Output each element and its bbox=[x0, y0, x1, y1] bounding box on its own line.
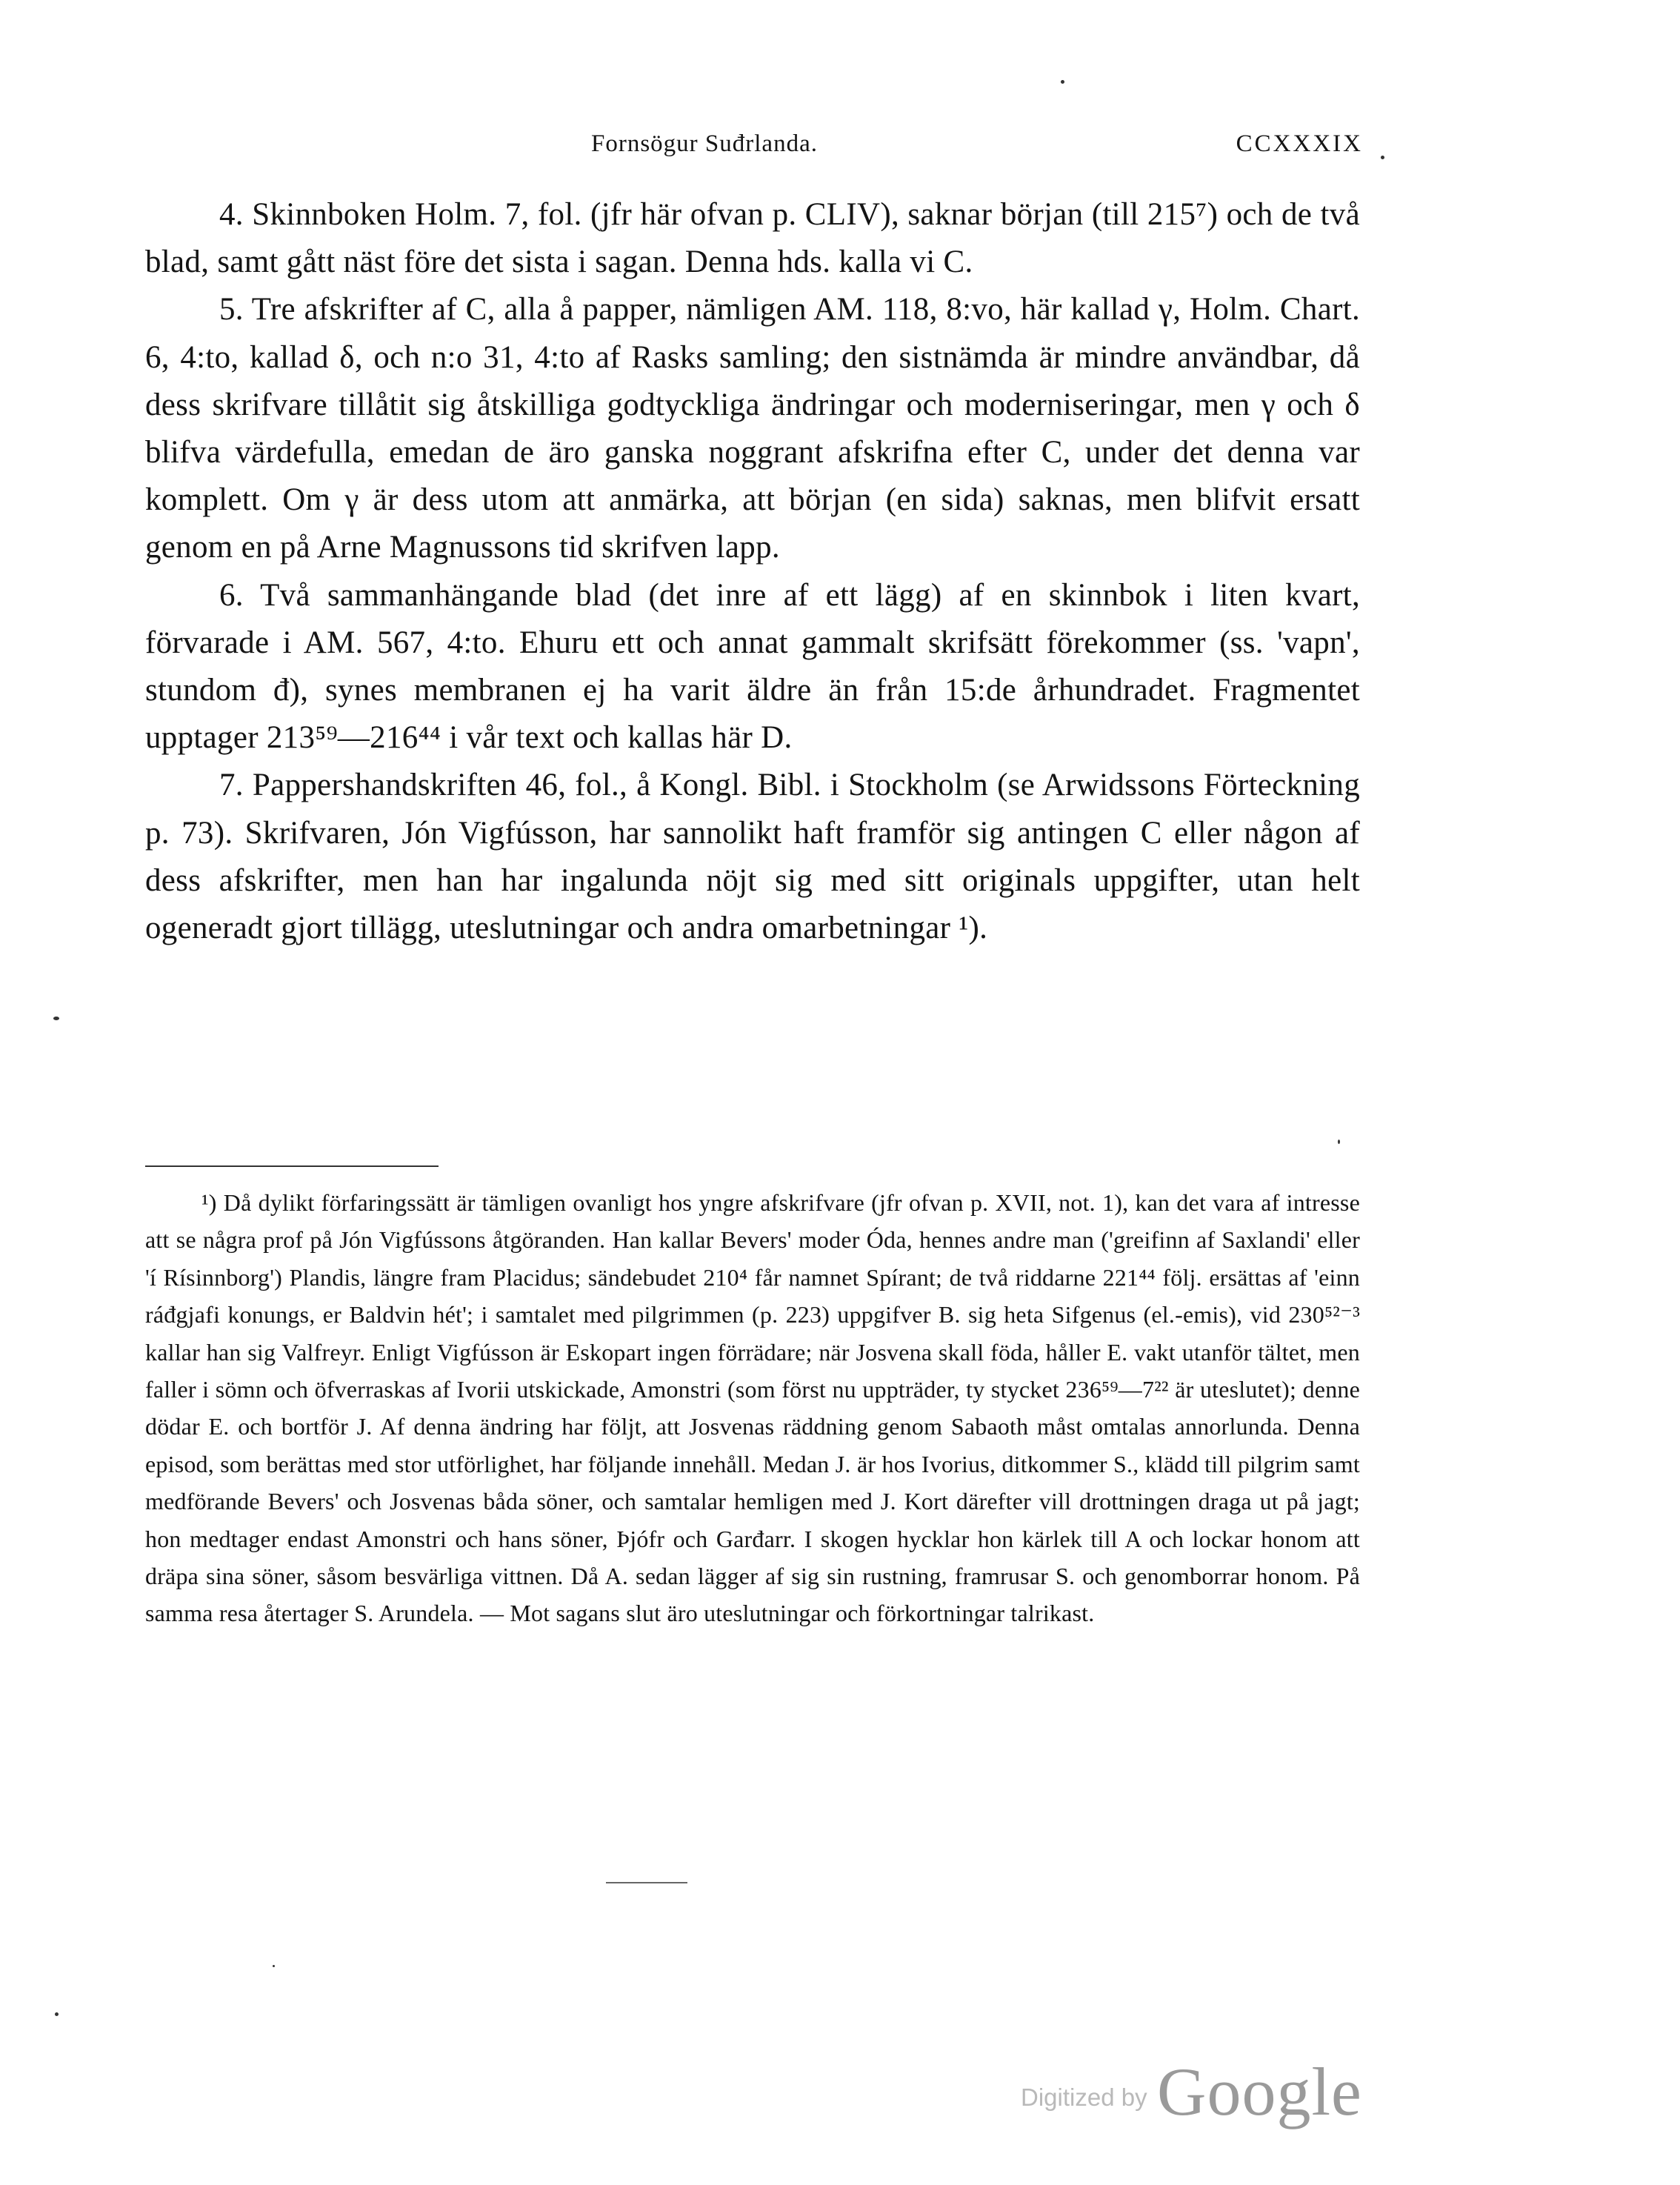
digitization-watermark bbox=[1021, 2054, 1376, 2129]
scan-speck bbox=[1338, 1140, 1340, 1144]
scan-speck bbox=[273, 1965, 275, 1967]
scan-speck bbox=[1381, 156, 1384, 159]
paragraph-5: 5. Tre afskrifter af C, alla å papper, nämligen AM. 118, 8:vo, här kallad γ, Holm. Chart. 6, 4:to, kallad δ, och n:o 31, 4:to af Rasks samling; den sistnämda är mindre användbar, då dess skrifvare tillåtit sig åtskilliga godtyckliga ändringar och moderniseringar, men γ och δ blifva värdefulla, emedan de äro ganska noggrant afskrifna efter C, under det denna var komplett. Om γ är dess utom att anmärka, att början (en sida) saknas, men blifvit ersatt genom en på Arne Magnussons tid skrifven lapp. bbox=[145, 292, 1360, 565]
running-head bbox=[148, 130, 1363, 167]
paragraph-6: 6. Två sammanhängande blad (det inre af ett lägg) af en skinnbok i liten kvart, förvarade i AM. 567, 4:to. Ehuru ett och annat gammalt skrifsätt förekommer (ss. 'vapn', stundom đ), synes membranen ej ha varit äldre än från 15:de århundradet. Fragmentet upptager 213⁵⁹—216⁴⁴ i vår text och kallas här D. bbox=[145, 577, 1360, 756]
watermark-prefix: Digitized by bbox=[1021, 2083, 1147, 2111]
scan-speck bbox=[606, 1882, 687, 1883]
footnote-1: ¹) Då dylikt förfaringssätt är tämligen ovanligt hos yngre afskrifvare (jfr ofvan p. XVII, not. 1), kan det vara af intresse att se några prof på Jón Vigfússons åtgöranden. Han kallar Bevers' moder Óda, hennes andre man ('greifinn af Saxlandi' eller 'í Rísinnborg') Plandis, längre fram Placidus; sändebudet 210⁴ får namnet Spírant; de två riddarne 221⁴⁴ följ. ersättas af 'einn ráđgjafi konungs, er Baldvin hét'; i samtalet med pilgrimmen (p. 223) uppgifver B. sig heta Sifgenus (el.-emis), vid 230⁵²⁻³ kallar han sig Valfreyr. Enligt Vigfússon är Eskopart ingen förrädare; när Josvena skall föda, håller E. vakt utanför tältet, men faller i sömn och öfverraskas af Ivorii utskickade, Amonstri (som först nu uppträder, ty stycket 236⁵⁹—7²² är uteslutet); denne dödar E. och bortför J. Af denna ändring har följt, att Josvenas räddning genom Sabaoth måst omtalas annorlunda. Denna episod, som berättas med stor utförlighet, har följande innehåll. Medan J. är hos Ivorius, ditkommer S., klädd till pilgrim samt medförande Bevers' och Josvenas båda söner, och samtalar hemligen med J. Kort därefter vill drottningen draga ut på jagt; hon medtager endast Amonstri och hans söner, Þjófr och Garđarr. I skogen hycklar hon kärlek till A och lockar honom att dräpa sina söner, såsom besvärliga vittnen. Då A. sedan lägger af sig sin rustning, framrusar S. och genomborrar honom. På samma resa återtager S. Arundela. — Mot sagans slut äro uteslutningar och förkortningar talrikast. bbox=[145, 1189, 1360, 1627]
main-text bbox=[145, 191, 1360, 952]
paragraph-4: 4. Skinnboken Holm. 7, fol. (jfr här ofvan p. CLIV), saknar början (till 215⁷) och de två blad, samt gått näst före det sista i sagan. Denna hds. kalla vi C. bbox=[145, 197, 1360, 280]
scan-speck bbox=[53, 1017, 59, 1020]
running-title: Fornsögur Suđrlanda. bbox=[591, 130, 818, 157]
footnote-divider bbox=[145, 1165, 439, 1167]
footnotes bbox=[145, 1184, 1360, 1632]
page-number: CCXXXIX bbox=[1236, 130, 1363, 157]
scan-speck bbox=[55, 2012, 59, 2016]
paragraph-7: 7. Pappershandskriften 46, fol., å Kongl. Bibl. i Stockholm (se Arwidssons Förteckning p. 73). Skrifvaren, Jón Vigfússon, har sannolikt haft framför sig antingen C eller någon af dess afskrifter, men han har ingalunda nöjt sig med sitt originals uppgifter, utan helt ogeneradt gjort tillägg, uteslutningar och andra omarbetningar ¹). bbox=[145, 768, 1360, 946]
scan-speck bbox=[1061, 80, 1064, 84]
watermark-logo: Google bbox=[1157, 2054, 1362, 2129]
